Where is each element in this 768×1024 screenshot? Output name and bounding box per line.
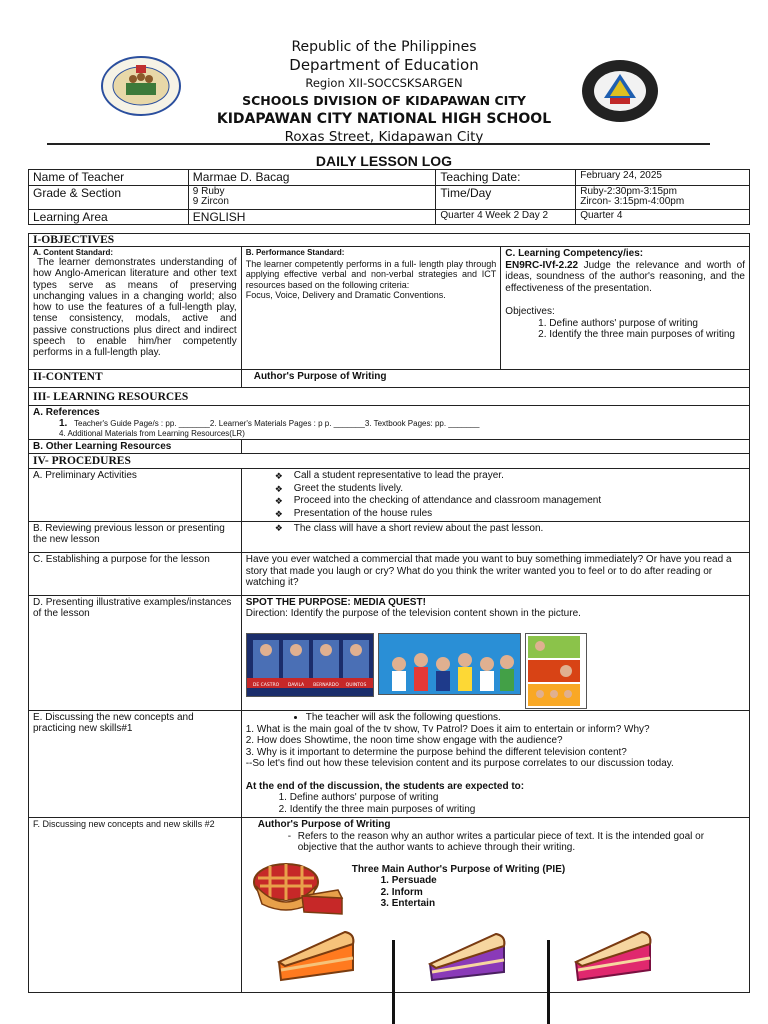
expectation-text: At the end of the discussion, the students are expected to: [245, 780, 525, 792]
purpose-entertain: 3. Entertain [392, 898, 745, 910]
additional-materials: 4. Additional Materials from Learning Resources(LR) [59, 429, 245, 438]
area-value: ENGLISH [188, 209, 436, 225]
time-label: Time/Day [436, 185, 576, 209]
division-text: SCHOOLS DIVISION OF KIDAPAWAN CITY [242, 92, 526, 108]
whole-pie-icon [250, 856, 345, 922]
grade-label: Grade & Section [29, 185, 189, 209]
purpose-inform: 2. Inform [392, 887, 745, 899]
content-standard-label: A. Content Standard: [33, 248, 113, 257]
content-standard-text: The learner demonstrates understanding of how Anglo-American literature and other text types serve as means of preserving unchanging values in a changing world; also how to use the features of a full-length play, tense consistency, modals, active and passive constructions plus direct and indirect speech to enable him/her competently performs in a full-length play. [33, 257, 237, 359]
resources-heading: III- LEARNING RESOURCES [29, 388, 750, 406]
section-1: 9 Ruby [192, 185, 225, 197]
question-4: --So let's find out how these television content and its purpose correlates to our discussion today. [245, 758, 674, 769]
section-2: 9 Zircon [192, 196, 229, 208]
header-divider [47, 143, 710, 145]
tv-patrol-image [246, 633, 374, 697]
date-label: Teaching Date: [436, 170, 576, 186]
references-pages: Teacher's Guide Page/s : pp. _______2. Learner's Materials Pages : p p. _______3. Textbook Pages: pp. _______ [74, 419, 480, 428]
performance-standard-label: B. Performance Standard: [245, 248, 345, 257]
performance-criteria: Focus, Voice, Delivery and Dramatic Conventions. [245, 290, 446, 300]
list-item: ❖ Greet the students lively. [294, 483, 745, 496]
header [0, 36, 768, 145]
question-1: 1. What is the main goal of the tv show, Tv Patrol? Does it aim to entertain or inform? Why? [245, 723, 650, 735]
purpose-label: C. Establishing a purpose for the lesson [29, 553, 242, 596]
references-label: A. References [33, 407, 100, 418]
content-value: Author's Purpose of Writing [241, 370, 749, 388]
question-3: 3. Why is it important to determine the purpose behind the different television content? [245, 746, 627, 758]
divider-line-2 [547, 940, 550, 1024]
performance-standard-text: The learner competently performs in a full- length play through applying effective verbal and non-verbal strategies and ICT resources based on the following criteria: [245, 258, 497, 290]
school-name: KIDAPAWAN CITY NATIONAL HIGH SCHOOL [216, 111, 552, 127]
news-name-2: DAVILA [287, 683, 304, 688]
quarter: Quarter 4 [576, 209, 750, 225]
purpose-title: Author's Purpose of Writing [257, 819, 391, 830]
pie-title: Three Main Author's Purpose of Writing (PIE) [351, 863, 566, 875]
discussion-1-label: E. Discussing the new concepts and practicing new skills#1 [29, 711, 242, 818]
preliminary-list [246, 470, 745, 520]
list-item: ❖ Proceed into the checking of attendance and classroom management [294, 495, 745, 508]
competency-code: EN9RC-IVf-2.22 [505, 259, 579, 271]
expected-objective-2: 2. Identify the three main purposes of writing [290, 804, 745, 816]
republic-text: Republic of the Philippines [291, 39, 477, 55]
preliminary-label: A. Preliminary Activities [29, 469, 242, 522]
list-item: ❖ Call a student representative to lead the prayer. [294, 470, 745, 483]
commercial-collage-image [525, 633, 587, 709]
objective-1: 1. Define authors' purpose of writing [549, 318, 745, 330]
competency-label: C. Learning Competency/ies: [505, 248, 644, 259]
lesson-plan-table: I-OBJECTIVES A. Content Standard: The learner demonstrates understanding of how Anglo-American literature and other text types serve as means of preserving unchanging values in a changing world; also how to use the features of a full-length play, tense consistency, modals, active and passive constructions plus direct and indirect speech to enable him/her competently performs in a full-length play. B. Performance Standard: The learner competently performs in a full- length play through applying effective verbal and non-verbal strategies and ICT resources based on the following criteria: Focus, Voice, Delivery and Dramatic Conventions. C. Learning Competency/ies: EN9RC-IVf-2.22 Judge the relevance and worth of ideas, soundness of the author's reasoning, and the effectiveness of the presentation. Objectives: 1. Define authors' purpose of writing 2. Identify the three main purposes of writing II-CONTENT Author's Purpose of Writing III- LEARNING RESOURCES A. References 1. Teacher's Guide Page/s : pp. _______2. Learner's Materials Pages : p p. _______3. Textbook Pages: pp. _______ 4. Additional Materials from Learning Resources(LR) B. Other Learning Resources IV- PROCEDURES A. Preliminary Activities ❖ Call a student representative to lead the prayer. ❖ Greet the students lively. ❖ Proceed into the checking of attendance and classroom management ❖ Presentation of the house rules B. Reviewing previous lesson or presenting the new lesson ❖ The class will have a short review about the past lesson. C. Establishing a purpose for the lesson Have you ever watched a commercial that made you want to buy something immediately? Or have you read a story that made you laugh or cry? What do you think the writer wanted you to feel or to do after reading or watching it? D. Presenting illustrative examples/instances of the lesson SPOT THE PURPOSE: MEDIA QUEST! Direction: Identify the purpose of the television content shown in the picture. DE CASTRO DAVILA BERNARDO QUINTOS E. Discussing the new concepts and practicing new skills#1 • The teacher will ask the following questions. 1. What is the main goal of the tv show, Tv Patrol? Does it aim to entertain or inform? Why? 2. How does Showtime, the noon time show engage with the audience? 3. Why is it important to determine the purpose behind the different television content? --So let's find out how these television content and its purpose correlates to our discussion today. At the end of the discussion, the students are expected to: 1. Define authors' purpose of writing 2. Identify the three main purposes of writing F. Discussing new concepts and new skills #2 Author's Purpose of Writing - Refers to the reason why an author writes a particular piece of text. It is the intended goal or objective that the author wants to achieve through their writing. Three Main Author's Purpose of Writing (PIE) 1. Persuade 2. Inform 3. Entertain [28, 233, 750, 993]
date-value: February 24, 2025 [576, 170, 750, 186]
purpose-text: Have you ever watched a commercial that made you want to buy something immediately? Or have you read a story that made you laugh or cry? What do you think the writer wanted you to feel or to do after reading or watching it? [241, 553, 749, 596]
area-label: Learning Area [29, 209, 189, 225]
news-name-1: DE CASTRO [252, 683, 279, 688]
orange-pie-slice-icon [275, 926, 357, 984]
news-name-4: QUINTOS [345, 683, 367, 688]
activity-title: SPOT THE PURPOSE: MEDIA QUEST! [245, 597, 426, 608]
objective-2: 2. Identify the three main purposes of writing [549, 329, 745, 341]
lesson-info-table [28, 169, 750, 225]
teacher-bullet: • The teacher will ask the following questions. [306, 712, 745, 724]
activity-direction: Direction: Identify the purpose of the television content shown in the picture. [245, 608, 581, 619]
review-item: ❖ The class will have a short review about the past lesson. [294, 523, 745, 534]
teacher-value: Marmae D. Bacag [188, 170, 436, 186]
teacher-label: Name of Teacher [29, 170, 189, 186]
document-title: DAILY LESSON LOG [315, 153, 453, 169]
school-address: Roxas Street, Kidapawan City [284, 129, 484, 145]
procedures-heading: IV- PROCEDURES [29, 454, 750, 469]
pink-pie-slice-icon [572, 926, 654, 984]
purpose-persuade: 1. Persuade [392, 875, 745, 887]
list-item: ❖ Presentation of the house rules [294, 508, 745, 521]
other-resources-label: B. Other Learning Resources [29, 440, 242, 454]
quarter-week: Quarter 4 Week 2 Day 2 [436, 209, 576, 225]
content-heading: II-CONTENT [29, 370, 242, 388]
purple-pie-slice-icon [426, 928, 508, 984]
purpose-definition: Refers to the reason why an author writes a particular piece of text. It is the intended goal or objective that the author wants to achieve through their writing. [297, 830, 705, 853]
competency-text: Judge the relevance and worth of ideas, soundness of the author's reasoning, and the effectiveness of the presentation. [505, 259, 745, 294]
review-label: B. Reviewing previous lesson or presenting the new lesson [29, 522, 242, 553]
news-name-3: BERNARDO [312, 683, 339, 688]
time-2: Zircon- 3:15pm-4:00pm [580, 196, 685, 208]
time-1: Ruby-2:30pm-3:15pm [580, 185, 677, 197]
discussion-2-label: F. Discussing new concepts and new skills #2 [29, 818, 242, 993]
divider-line-1 [392, 940, 395, 1024]
question-2: 2. How does Showtime, the noon time show engage with the audience? [245, 735, 563, 746]
objectives-label: Objectives: [505, 306, 555, 317]
region-text: Region XII-SOCCSKSARGEN [305, 76, 463, 90]
illustrative-label: D. Presenting illustrative examples/instances of the lesson [29, 596, 242, 711]
department-text: Department of Education [289, 56, 479, 74]
showtime-image [378, 633, 521, 695]
expected-objective-1: 1. Define authors' purpose of writing [290, 792, 745, 804]
objectives-heading: I-OBJECTIVES [29, 234, 750, 247]
